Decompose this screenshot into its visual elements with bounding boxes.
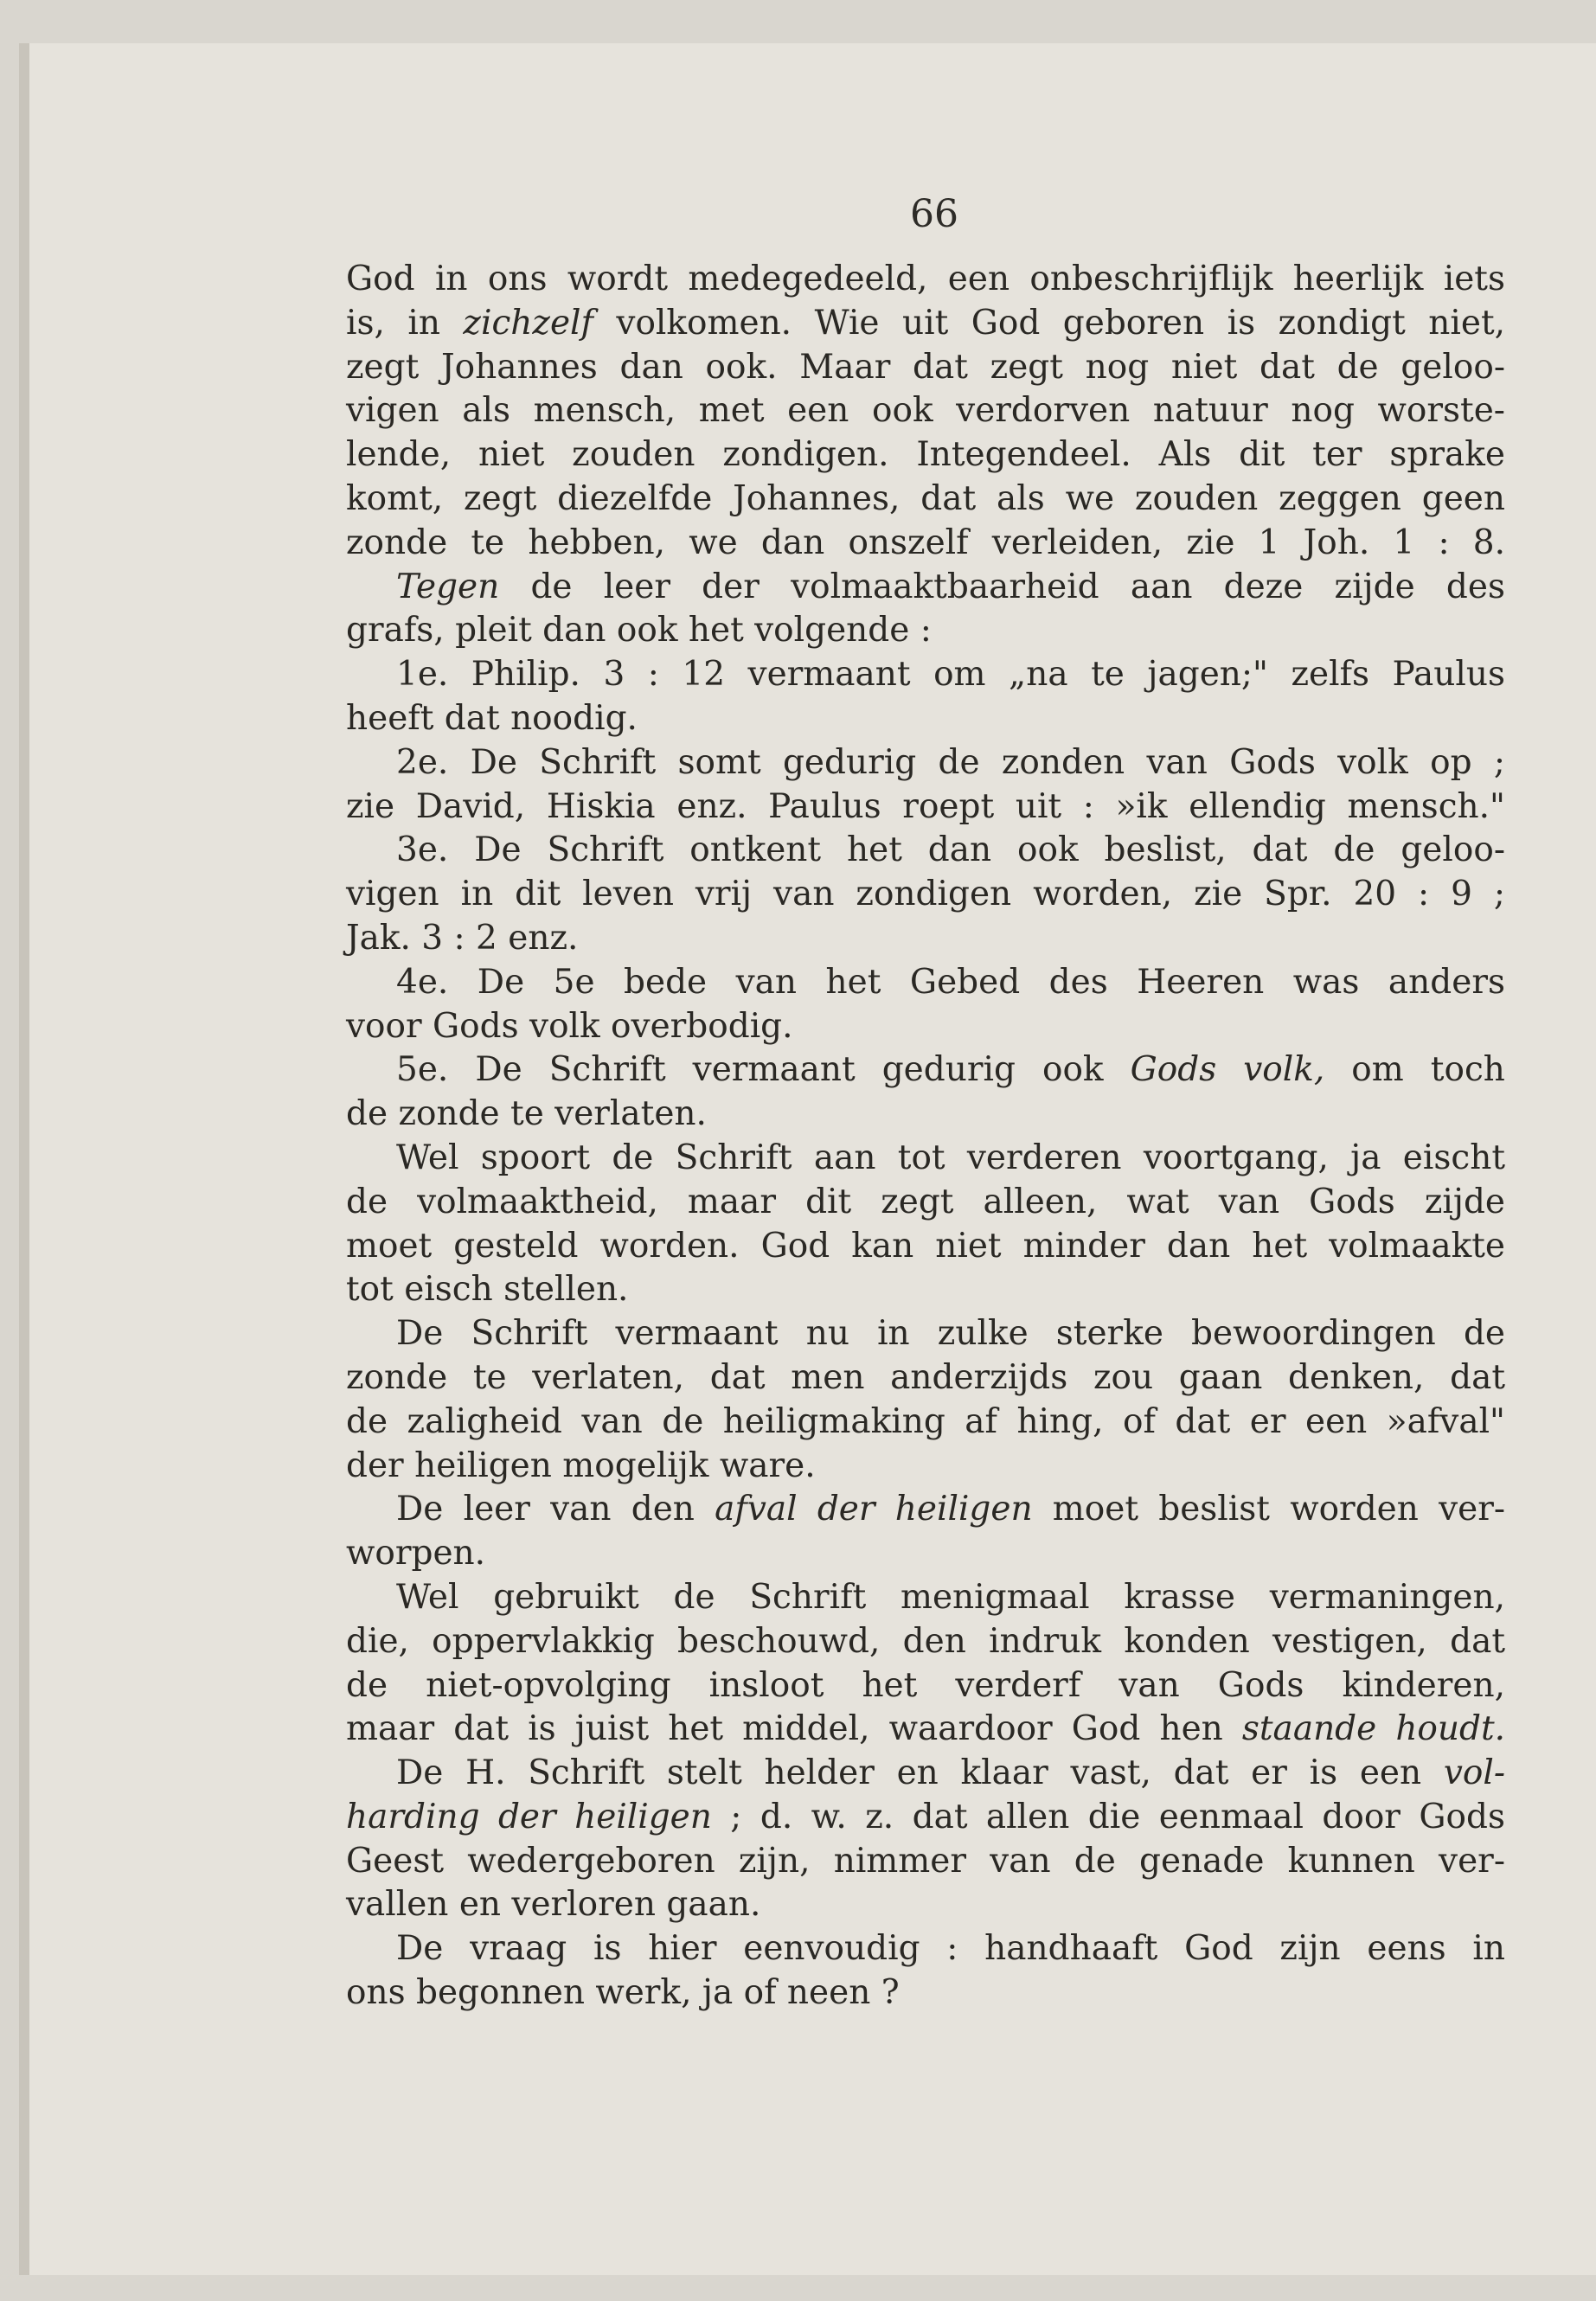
text-line: God in ons wordt medegedeeld, een onbeschrijflijk heerlijk iets — [346, 260, 1505, 298]
italic-word: Gods — [1130, 1050, 1217, 1090]
text-line: zonde te hebben, we dan onszelf verleiden, zie 1 Joh. 1 : 8. — [346, 522, 1505, 562]
text-line: vigen als mensch, met een ook verdorven natuur nog worste- — [346, 391, 1505, 431]
text-line: Geest wedergeboren zijn, nimmer van de genade kunnen ver- — [346, 1841, 1505, 1881]
italic-word: der — [497, 1797, 556, 1836]
italic-word: afval — [715, 1490, 798, 1529]
text-line: tot eisch stellen. — [346, 1270, 629, 1310]
text-line: Tegen de leer der volmaaktbaarheid aan deze zijde des — [396, 567, 1505, 606]
text-line: 1e. Philip. 3 : 12 vermaant om „na te jagen;" zelfs Paulus — [396, 655, 1505, 695]
text-line: 2e. De Schrift somt gedurig de zonden van Gods volk op ; — [396, 742, 1505, 782]
italic-word: heiligen — [574, 1797, 712, 1836]
text-line: de niet-opvolging insloot het verderf van Gods kinderen, — [346, 1665, 1505, 1705]
text-line: voor Gods volk overbodig. — [346, 1006, 793, 1046]
text-line: worpen. — [346, 1534, 486, 1574]
text-line: zonde te verlaten, dat men anderzijds zou gaan denken, dat — [346, 1357, 1505, 1397]
text-line: 4e. De 5e bede van het Gebed des Heeren was anders — [396, 962, 1505, 1002]
italic-word: volk, — [1243, 1050, 1325, 1090]
text-line: De H. Schrift stelt helder en klaar vast, dat er is een vol- — [396, 1753, 1506, 1793]
text-line: vigen in dit leven vrij van zondigen worden, zie Spr. 20 : 9 ; — [346, 875, 1505, 914]
text-line: 3e. De Schrift ontkent het dan ook beslist, dat de geloo- — [396, 830, 1505, 870]
text-line: Wel gebruikt de Schrift menigmaal krasse vermaningen, — [396, 1577, 1505, 1617]
text-line: Wel spoort de Schrift aan tot verderen voortgang, ja eischt — [396, 1138, 1505, 1177]
text-line: die, oppervlakkig beschouwd, den indruk konden vestigen, dat — [346, 1621, 1505, 1661]
text-line: harding der heiligen ; d. w. z. dat allen die eenmaal door Gods — [346, 1797, 1505, 1836]
text-line: De Schrift vermaant nu in zulke sterke bewoordingen de — [396, 1314, 1505, 1354]
text-line: de volmaaktheid, maar dit zegt alleen, wat van Gods zijde — [346, 1182, 1505, 1221]
text-line: vallen en verloren gaan. — [346, 1885, 761, 1925]
page-spine-shadow — [19, 43, 29, 2275]
text-line: moet gesteld worden. God kan niet minder dan het volmaakte — [346, 1226, 1505, 1266]
text-line: maar dat is juist het middel, waardoor God hen staande houdt. — [346, 1709, 1506, 1749]
italic-word: staande — [1241, 1709, 1377, 1749]
text-line: komt, zegt diezelfde Johannes, dat als we zouden zeggen geen — [346, 478, 1505, 518]
body-text — [346, 258, 1505, 2016]
text-line: 5e. De Schrift vermaant gedurig ook Gods volk, om toch — [396, 1050, 1505, 1090]
text-line: De vraag is hier eenvoudig : handhaaft God zijn eens in — [396, 1929, 1505, 1969]
page-number: 66 — [910, 192, 958, 236]
text-line: lende, niet zouden zondigen. Integendeel. Als dit ter sprake — [346, 435, 1505, 475]
text-line: de zaligheid van de heiligmaking af hing, of dat er een »afval" — [346, 1401, 1505, 1441]
italic-word: houdt. — [1395, 1709, 1506, 1749]
italic-word: vol- — [1443, 1753, 1506, 1793]
text-line: der heiligen mogelijk ware. — [346, 1445, 816, 1485]
text-line: is, in zichzelf volkomen. Wie uit God geboren is zondigt niet, — [346, 303, 1506, 343]
text-line: zegt Johannes dan ook. Maar dat zegt nog niet dat de geloo- — [346, 347, 1505, 387]
text-line: grafs, pleit dan ook het volgende : — [346, 611, 932, 651]
text-line: ons begonnen werk, ja of neen ? — [346, 1973, 900, 2013]
text-line: de zonde te verlaten. — [346, 1094, 707, 1134]
text-line: heeft dat noodig. — [346, 698, 638, 738]
italic-word: zichzelf — [463, 303, 593, 343]
italic-word: Tegen — [396, 567, 500, 606]
italic-word: harding — [346, 1797, 480, 1836]
text-line: Jak. 3 : 2 enz. — [346, 918, 579, 958]
text-line: zie David, Hiskia enz. Paulus roept uit : »ik ellendig mensch." — [346, 786, 1505, 826]
italic-word: heiligen — [894, 1490, 1033, 1529]
text-line: De leer van den afval der heiligen moet beslist worden ver- — [396, 1490, 1506, 1529]
italic-word: der — [817, 1490, 875, 1529]
